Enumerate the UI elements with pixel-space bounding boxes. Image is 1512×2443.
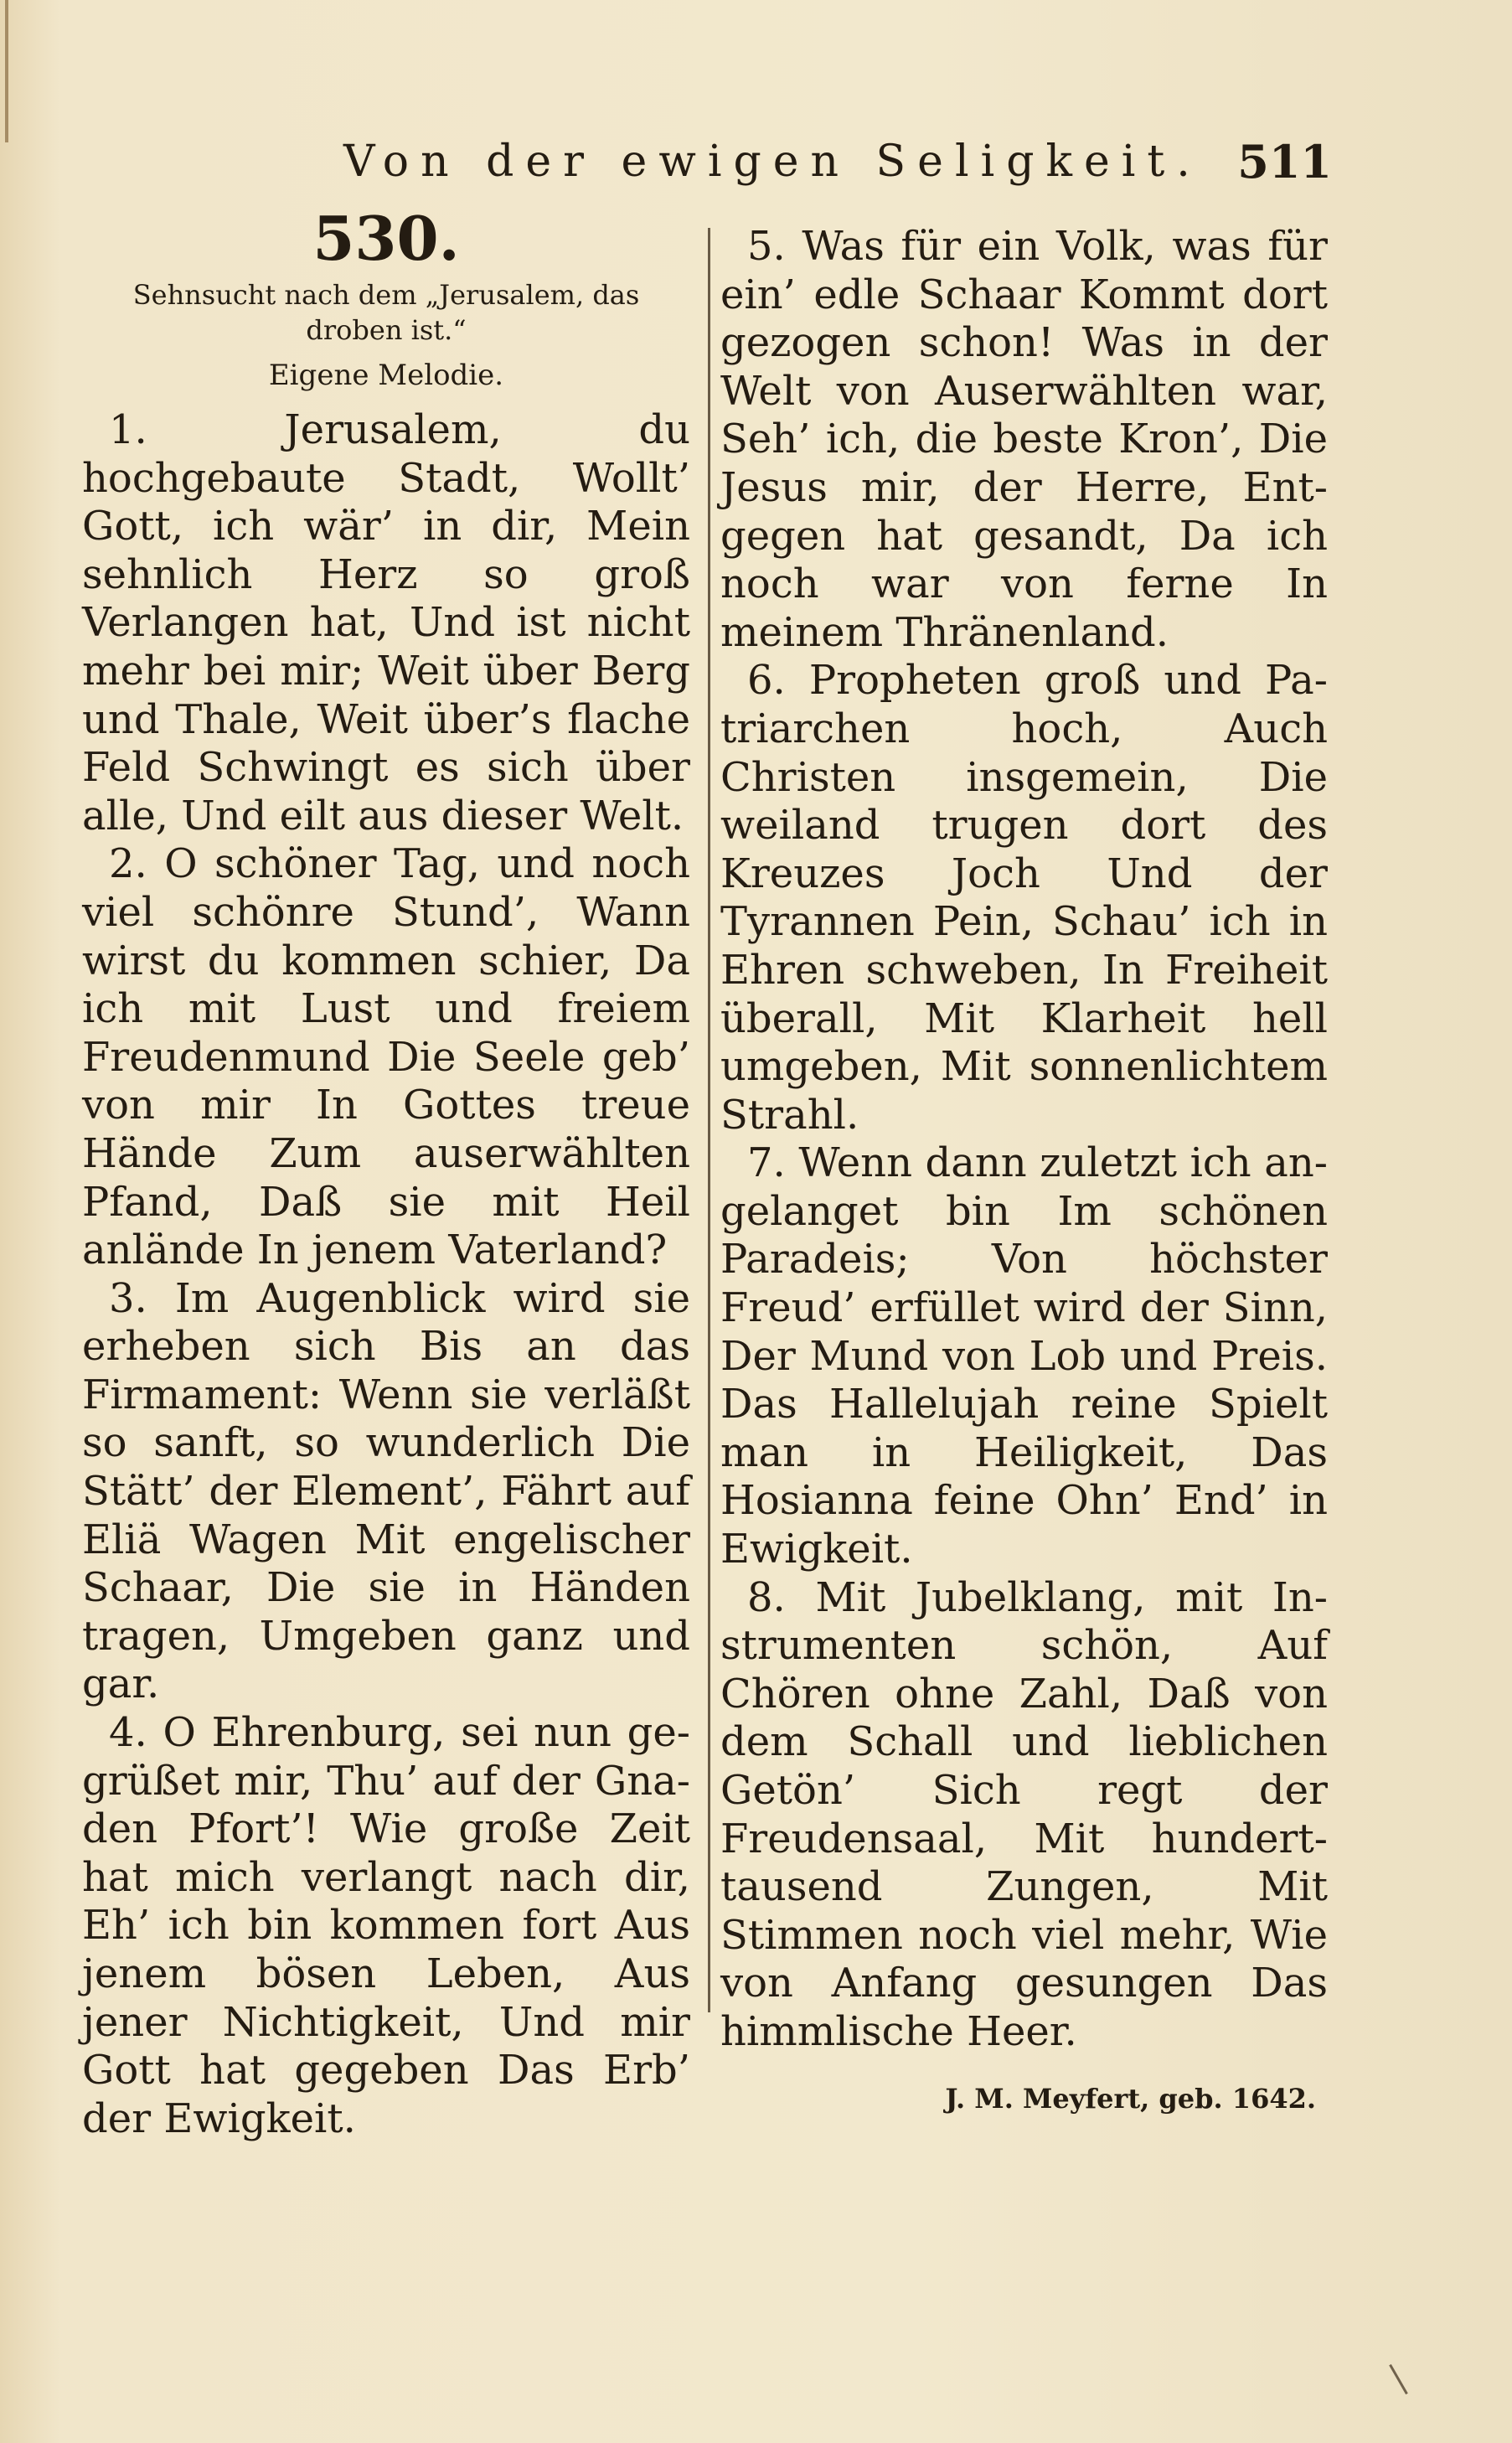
hymn-attribution: J. M. Meyfert, geb. 1642. bbox=[945, 2082, 1316, 2115]
right-column bbox=[720, 223, 1328, 2123]
stanza-4: 4. O Ehrenburg, sei nun gegrüßet mir, Thu’ auf der Gnaden Pfort’! Wie große Zeit hat mich verlangt nach dir, Eh’ ich bin kommen fort Aus jenem bösen Leben, Aus jener Nichtigkeit, Und mir Gott hat gegeben Das Erb’ der Ewigkeit. bbox=[82, 1709, 690, 2142]
hymn-number: 530. bbox=[312, 203, 460, 274]
page-edge-mark bbox=[5, 0, 8, 142]
left-column bbox=[82, 205, 690, 2143]
running-title: Von der ewigen Seligkeit. bbox=[343, 137, 1202, 187]
stanza-1: 1. Jerusalem, du hochgebaute Stadt, Wollt’ Gott, ich wär’ in dir, Mein sehnlich Herz so groß Verlangen hat, Und ist nicht mehr bei mir; Weit über Berg und Thale, Weit über’s flache Feld Schwingt es sich über alle, Und eilt aus dieser Welt. bbox=[82, 406, 690, 839]
stanza-5: 5. Was für ein Volk, was für ein’ edle Schaar Kommt dort gezogen schon! Was in der Welt von Auserwählten war, Seh’ ich, die beste Kron’, Die Jesus mir, der Herre, Entgegen hat gesandt, Da ich noch war von ferne In meinem Thränenland. bbox=[720, 223, 1328, 656]
page-header bbox=[343, 132, 1332, 191]
hymn-subtitle: Sehnsucht nach dem „Jerusalem, das droben ist.“ bbox=[132, 279, 640, 346]
stanza-6: 6. Propheten groß und Patriarchen hoch, Auch Christen insgemein, Die weiland trugen dort des Kreuzes Joch Und der Tyrannen Pein, Schau’ ich in Ehren schweben, In Freiheit überall, Mit Klarheit hell umgeben, Mit sonnenlichtem Strahl. bbox=[720, 657, 1328, 1139]
column-divider bbox=[708, 228, 710, 2012]
hymn-melody: Eigene Melodie. bbox=[268, 359, 504, 392]
stanza-8: 8. Mit Jubelklang, mit Instrumenten schön, Auf Chören ohne Zahl, Daß von dem Schall und lieblichen Getön’ Sich regt der Freudensaal, Mit hunderttausend Zungen, Mit Stimmen noch viel mehr, Wie von Anfang gesungen Das himmlische Heer. bbox=[720, 1573, 1328, 2055]
stanza-3: 3. Im Augenblick wird sie erheben sich Bis an das Firmament: Wenn sie verläßt so sanft, so wunderlich Die Stätt’ der Element’, Fährt auf Eliä Wagen Mit engelischer Schaar, Die sie in Händen tragen, Umgeben ganz und gar. bbox=[82, 1274, 690, 1708]
stanza-7: 7. Wenn dann zuletzt ich angelanget bin Im schönen Paradeis; Von höchster Freud’ erfüllet wird der Sinn, Der Mund von Lob und Preis. Das Hallelujah reine Spielt man in Heiligkeit, Das Hosianna feine Ohn’ End’ in Ewigkeit. bbox=[720, 1139, 1328, 1573]
stanza-2: 2. O schöner Tag, und noch viel schönre Stund’, Wann wirst du kommen schier, Da ich mit Lust und freiem Freudenmund Die Seele geb’ von mir In Gottes treue Hände Zum auserwählten Pfand, Daß sie mit Heil anlände In jenem Vaterland? bbox=[82, 840, 690, 1274]
stray-ink-mark bbox=[1389, 2364, 1408, 2394]
page-number: 511 bbox=[1237, 135, 1332, 189]
